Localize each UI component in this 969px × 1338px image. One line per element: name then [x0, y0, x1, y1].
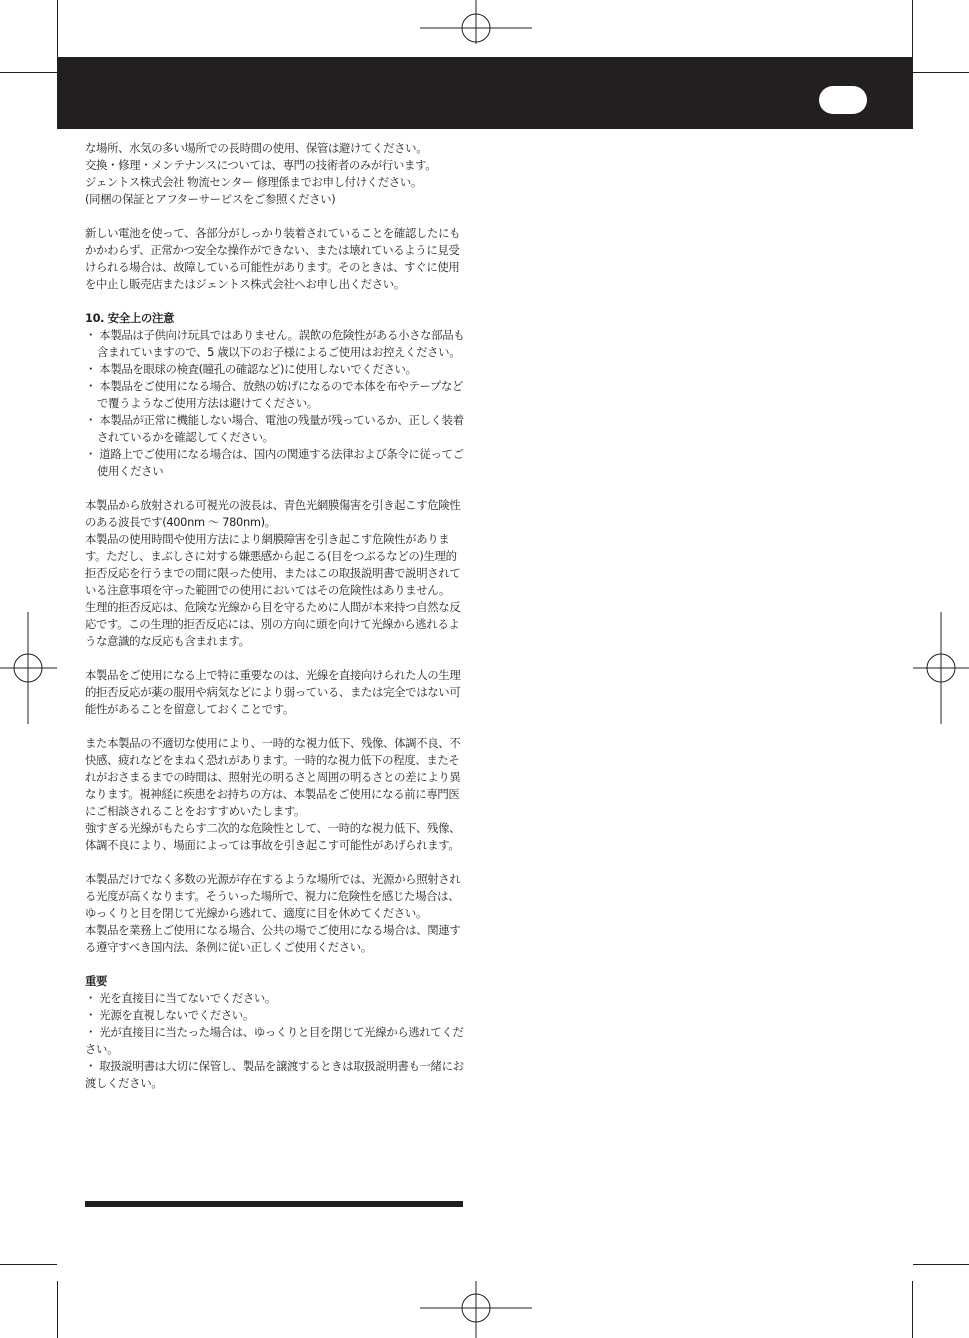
blue-light-paragraph: 本製品から放射される可視光の波長は、青色光網膜傷害を引き起こす危険性のある波長です(400nm ～ 780nm)。	[85, 498, 461, 529]
important-item: ・ 光が直接目に当たった場合は、ゆっくりと目を閉じて光線から逃れてください。	[85, 1025, 464, 1056]
blue-light-paragraph: 本製品の使用時間や使用方法により網膜障害を引き起こす危険性があります。ただし、まぶしさに対する嫌悪感から起こる(目をつぶるなどの)生理的拒否反応を行うまでの間に限った使用、またはこの取扱説明書で説明されている注意事項を守った範囲での使用においてはその危険性はありません。	[85, 532, 461, 597]
crop-mark	[0, 1264, 57, 1265]
header-bar	[57, 57, 913, 129]
important-item: ・ 光を直接目に当てないでください。	[85, 991, 276, 1005]
crop-mark	[57, 0, 58, 57]
safety-item: ・ 本製品が正常に機能しない場合、電池の残量が残っているか、正しく装着されているかを確認してください。	[85, 413, 464, 444]
multiple-sources-paragraph: 本製品だけでなく多数の光源が存在するような場所では、光源から照射される光度が高くなります。そういった場所で、視力に危険性を感じた場合は、ゆっくりと目を閉じて光線から逃れて、適度に目を休めてください。	[85, 872, 461, 920]
safety-item: ・ 本製品を眼球の検査(瞳孔の確認など)に使用しないでください。	[85, 362, 417, 376]
registration-mark-bottom	[420, 1281, 532, 1338]
crop-mark	[913, 72, 969, 73]
multiple-sources-paragraph: 本製品を業務上ご使用になる場合、公共の場でご使用になる場合は、関連する遵守すべき国内法、条例に従い正しくご使用ください。	[85, 923, 461, 954]
section-heading-important: 重要	[85, 974, 108, 988]
crop-mark	[57, 1281, 58, 1338]
safety-item: ・ 道路上でご使用になる場合は、国内の関連する法律および条令に従ってご使用ください	[85, 447, 464, 478]
crop-mark	[0, 72, 57, 73]
intro-line: ジェントス株式会社 物流センター 修理係までお申し付けください。	[85, 175, 422, 189]
crop-mark	[912, 0, 913, 57]
vision-paragraph: 強すぎる光線がもたらす二次的な危険性として、一時的な視力低下、残像、体調不良により、場面によっては事故を引き起こす可能性があげられます。	[85, 821, 461, 852]
registration-mark-top	[420, 0, 532, 56]
registration-mark-left	[0, 612, 57, 724]
important-item: ・ 取扱説明書は大切に保管し、製品を譲渡するときは取扱説明書も一緒にお渡しください。	[85, 1059, 464, 1090]
important-item: ・ 光源を直視しないでください。	[85, 1008, 254, 1022]
blue-light-paragraph: 生理的拒否反応は、危険な光線から目を守るために人間が本来持つ自然な反応です。この生理的拒否反応には、別の方向に頭を向けて光線から逃れるような意識的な反応も含まれます。	[85, 600, 461, 648]
crop-mark	[913, 1264, 969, 1265]
language-badge	[819, 86, 867, 114]
crop-mark	[912, 1281, 913, 1338]
footer-rule	[85, 1201, 463, 1207]
vision-paragraph: また本製品の不適切な使用により、一時的な視力低下、残像、体調不良、不快感、疲れなどをまねく恐れがあります。一時的な視力低下の程度、またそれがおさまるまでの時間は、照射光の明るさと周囲の明るさとの差により異なります。視神経に疾患をお持ちの方は、本製品をご使用になる前に専門医にご相談されることをおすすめいたします。	[85, 736, 461, 818]
document-body	[85, 140, 467, 1092]
section-heading-safety: 10. 安全上の注意	[85, 311, 174, 325]
battery-note: 新しい電池を使って、各部分がしっかり装着されていることを確認したにもかかわらず、正常かつ安全な操作ができない、または壊れているように見受けられる場合は、故障している可能性があります。そのときは、すぐに使用を中止し販売店またはジェントス株式会社へお申し出ください。	[85, 226, 461, 291]
safety-item: ・ 本製品をご使用になる場合、放熱の妨げになるので本体を布やテープなどで覆うようなご使用方法は避けてください。	[85, 379, 464, 410]
safety-item: ・ 本製品は子供向け玩具ではありません。誤飲の危険性がある小さな部品も含まれていますので、5 歳以下のお子様によるご使用はお控えください。	[85, 328, 465, 359]
important-use-paragraph: 本製品をご使用になる上で特に重要なのは、光線を直接向けられた人の生理的拒否反応が薬の服用や病気などにより弱っている、または完全ではない可能性があることを留意しておくことです。	[85, 668, 461, 716]
intro-line: (同梱の保証とアフターサービスをご参照ください)	[85, 192, 336, 206]
intro-line: 交換・修理・メンテナンスについては、専門の技術者のみが行います。	[85, 158, 437, 172]
intro-line: な場所、水気の多い場所での長時間の使用、保管は避けてください。	[85, 141, 428, 155]
registration-mark-right	[913, 612, 969, 724]
